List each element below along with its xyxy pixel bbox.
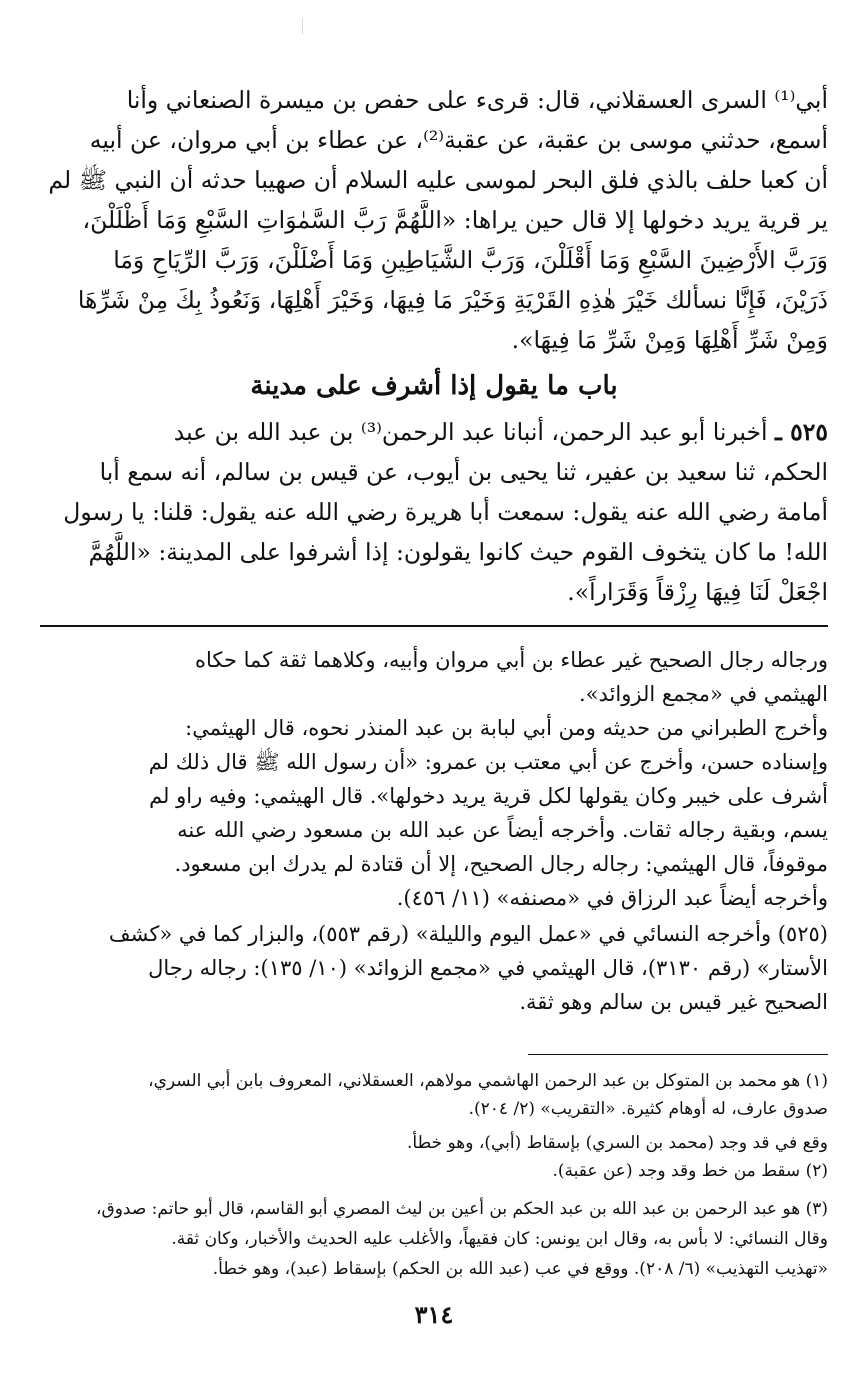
footnote-line: وقال النسائي: لا بأس به، وقال ابن يونس: كان فقيهاً، والأغلب عليه الحديث والأخبار، وكان ثقة. bbox=[171, 1229, 828, 1249]
commentary-line: يسم، وبقية رجاله ثقات. وأخرجه أيضاً عن عبد الله بن مسعود رضي الله عنه bbox=[177, 818, 828, 842]
hadith-text: أخبرنا أبو عبد الرحمن، أنبانا عبد الرحمن⁽³⁾ بن عبد الله بن عبد bbox=[173, 418, 768, 446]
main-text-line: ير قرية يريد دخولها إلا قال حين يراها: «اللَّهُمَّ رَبَّ السَّمٰوَاتِ السَّبْعِ وَمَا أَظْلَلْنَ، bbox=[82, 206, 828, 234]
main-text-line: أن كعبا حلف بالذي فلق البحر لموسى عليه السلام أن صهيبا حدثه أن النبي ﷺ لم bbox=[48, 166, 828, 194]
footnote-line: (١) هو محمد بن المتوكل بن عبد الرحمن الهاشمي مولاهم، العسقلاني، المعروف بابن أبي السري، bbox=[148, 1071, 828, 1091]
footnote-line: وقع في قد وجد (محمد بن السري) بإسقاط (أبي)، وهو خطأ. bbox=[407, 1133, 828, 1153]
commentary-line: موقوفاً، قال الهيثمي: رجاله رجال الصحيح، إلا أن قتادة لم يدرك ابن مسعود. bbox=[174, 852, 828, 876]
hadith-number: ٥٢٥ ـ bbox=[775, 418, 828, 446]
commentary-line: الأستار» (رقم ٣١٣٠)، قال الهيثمي في «مجمع الزوائد» (١٠/ ١٣٥): رجاله رجال bbox=[148, 956, 828, 980]
commentary-line: (٥٢٥) وأخرجه النسائي في «عمل اليوم والليلة» (رقم ٥٥٣)، والبزار كما في «كشف bbox=[108, 922, 828, 946]
main-text-line: أسمع، حدثني موسى بن عقبة، عن عقبة⁽²⁾، عن عطاء بن أبي مروان، عن أبيه bbox=[89, 126, 828, 154]
separator-rule bbox=[40, 625, 828, 627]
footnote-line: (٢) سقط من خط وقد وجد (عن عقبة). bbox=[552, 1161, 828, 1181]
commentary-line: ورجاله رجال الصحيح غير عطاء بن أبي مروان وأبيه، وكلاهما ثقة كما حكاه bbox=[195, 648, 828, 672]
page-number: ٣١٤ bbox=[414, 1300, 454, 1329]
footnote-line: صدوق عارف، له أوهام كثيرة. «التقريب» (٢/ ٢٠٤). bbox=[468, 1099, 828, 1119]
main-text-line: ذَرَيْنَ، فَإِنَّا نسألك خَيْرَ هٰذِهِ القَرْيَةِ وَخَيْرَ مَا فِيهَا، وَخَيْرَ أَهْلِهَا، وَنَعُوذُ بِكَ مِنْ شَرِّهَا bbox=[77, 286, 828, 314]
hadith-line: الحكم، ثنا سعيد بن عفير، ثنا يحيى بن أيوب، عن قيس بن سالم، أنه سمع أبا bbox=[99, 458, 828, 486]
main-text-line: أبي⁽¹⁾ السرى العسقلاني، قال: قرىء على حفص بن ميسرة الصنعاني وأنا bbox=[126, 86, 828, 114]
scan-mark bbox=[302, 18, 303, 34]
footnote-rule bbox=[528, 1054, 828, 1055]
hadith-line: اجْعَلْ لَنَا فِيهَا رِزْقاً وَقَرَاراً». bbox=[567, 578, 828, 606]
commentary-line: أشرف على خيبر وكان يقولها لكل قرية يريد دخولها». قال الهيثمي: وفيه راو لم bbox=[149, 784, 828, 808]
commentary-line: وأخرجه أيضاً عبد الرزاق في «مصنفه» (١١/ ٤٥٦). bbox=[396, 886, 828, 910]
main-text-line: وَرَبَّ الأَرْضِينَ السَّبْعِ وَمَا أَقْلَلْنَ، وَرَبَّ الشَّيَاطِينِ وَمَا أَضْلَلْنَ، وَرَبَّ الرِّيَاحِ وَمَا bbox=[113, 246, 828, 274]
hadith-line bbox=[28, 412, 828, 452]
hadith-line: أمامة رضي الله عنه يقول: سمعت أبا هريرة رضي الله عنه يقول: قلنا: يا رسول bbox=[63, 498, 828, 526]
commentary-line: الصحيح غير قيس بن سالم وهو ثقة. bbox=[519, 990, 828, 1014]
section-title: باب ما يقول إذا أشرف على مدينة bbox=[250, 371, 618, 401]
commentary-line: وإسناده حسن، وأخرج عن أبي معتب بن عمرو: «أن رسول الله ﷺ قال ذلك لم bbox=[148, 750, 828, 774]
main-text-line: وَمِنْ شَرِّ أَهْلِهَا وَمِنْ شَرِّ مَا فِيهَا». bbox=[511, 326, 828, 354]
footnote-line: (٣) هو عبد الرحمن بن عبد الله بن عبد الحكم بن أعين بن ليث المصري أبو القاسم، قال أبو حاتم: صدوق، bbox=[96, 1199, 828, 1219]
footnote-line: «تهذيب التهذيب» (٦/ ٢٠٨). ووقع في عب (عبد الله بن الحكم) بإسقاط (عبد)، وهو خطأ. bbox=[212, 1259, 828, 1279]
commentary-line: الهيثمي في «مجمع الزوائد». bbox=[579, 682, 828, 706]
hadith-line: الله! ما كان يتخوف القوم حيث كانوا يقولون: إذا أشرفوا على المدينة: «اللَّهُمَّ bbox=[88, 538, 828, 566]
commentary-line: وأخرج الطبراني من حديثه ومن أبي لبابة بن عبد المنذر نحوه، قال الهيثمي: bbox=[185, 716, 828, 740]
